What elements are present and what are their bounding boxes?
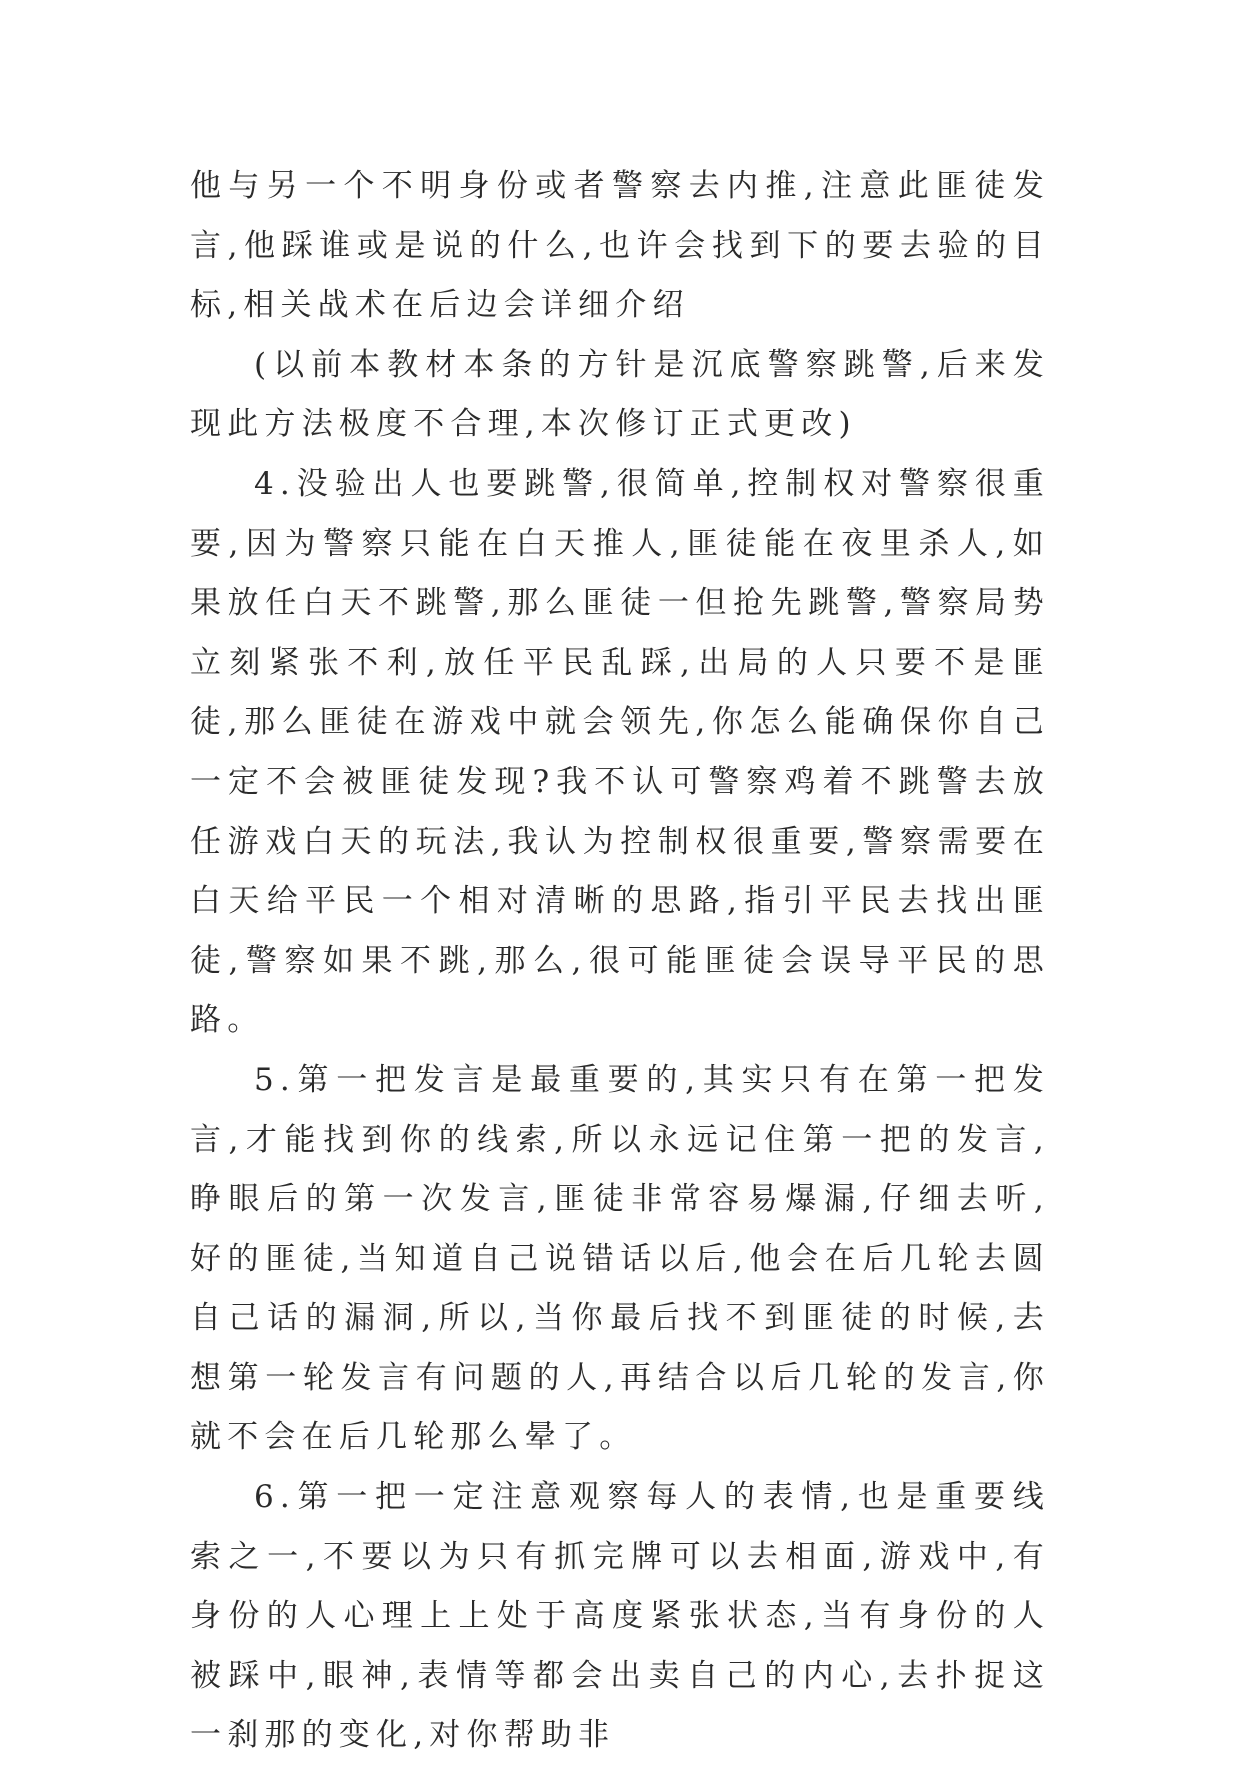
paragraph-1: 他与另一个不明身份或者警察去内推,注意此匪徒发言,他踩谁或是说的什么,也许会找到下的要去验的目标,相关战术在后边会详细介绍 [190,168,1050,324]
paragraph-5: 6.第一把一定注意观察每人的表情,也是重要线索之一,不要以为只有抓完牌可以去相面,游戏中,有身份的人心理上上处于高度紧张状态,当有身份的人被踩中,眼神,表情等都会出卖自己的内心,去扑捉这一刹那的变化,对你帮助非 [190,1479,1050,1754]
document-body [190,157,1050,1766]
paragraph-3: 4.没验出人也要跳警,很简单,控制权对警察很重要,因为警察只能在白天推人,匪徒能在夜里杀人,如果放任白天不跳警,那么匪徒一但抢先跳警,警察局势立刻紧张不利,放任平民乱踩,出局的人只要不是匪徒,那么匪徒在游戏中就会领先,你怎么能确保你自己一定不会被匪徒发现?我不认可警察鸡着不跳警去放任游戏白天的玩法,我认为控制权很重要,警察需要在白天给平民一个相对清晰的思路,指引平民去找出匪徒,警察如果不跳,那么,很可能匪徒会误导平民的思路。 [190,465,1050,1039]
paragraph-4: 5.第一把发言是最重要的,其实只有在第一把发言,才能找到你的线索,所以永远记住第一把的发言,睁眼后的第一次发言,匪徒非常容易爆漏,仔细去听,好的匪徒,当知道自己说错话以后,他会在后几轮去圆自己话的漏洞,所以,当你最后找不到匪徒的时候,去想第一轮发言有问题的人,再结合以后几轮的发言,你就不会在后几轮那么晕了。 [190,1061,1050,1456]
paragraph-2: (以前本教材本条的方针是沉底警察跳警,后来发现此方法极度不合理,本次修订正式更改) [190,346,1050,443]
